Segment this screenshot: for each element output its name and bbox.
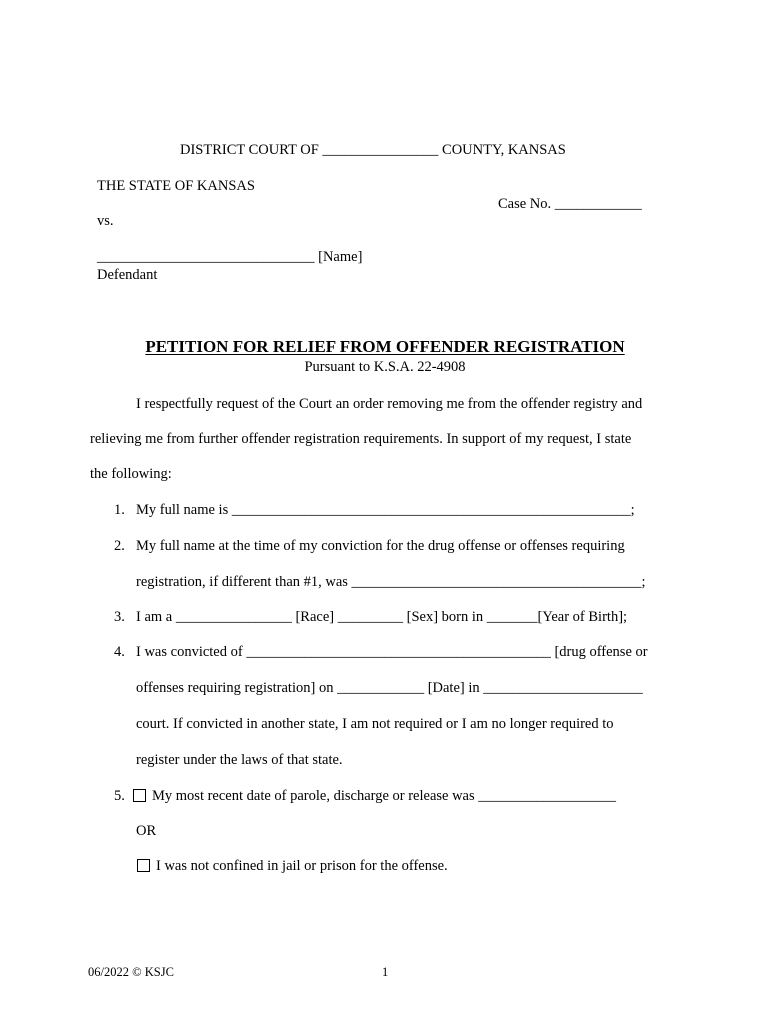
intro-line-2: relieving me from further offender registration requirements. In support of my request, I state (90, 431, 632, 447)
document-title: PETITION FOR RELIEF FROM OFFENDER REGISTRATION (145, 337, 625, 356)
item-4-text-line-1: I was convicted of __________________________________________ [drug offense or (136, 644, 648, 660)
item-5-parole-text: My most recent date of parole, discharge or release was ___________________ (152, 788, 617, 804)
item-2-text-line-1: My full name at the time of my conviction for the drug offense or offenses requiring (136, 538, 625, 554)
defendant-name-line: ______________________________ [Name] (97, 249, 363, 265)
item-5-not-confined-text: I was not confined in jail or prison for the offense. (156, 858, 448, 874)
item-4-number: 4. (114, 644, 125, 660)
intro-line-1: I respectfully request of the Court an order removing me from the offender registry and (136, 396, 643, 412)
item-5-number: 5. (114, 788, 125, 804)
statute-subtitle: Pursuant to K.S.A. 22-4908 (304, 359, 466, 375)
intro-line-3: the following: (90, 466, 172, 482)
item-1-text: My full name is _______________________________________________________; (136, 502, 635, 518)
plaintiff-name: THE STATE OF KANSAS (97, 178, 255, 194)
item-4-text-line-2: offenses requiring registration] on ____________ [Date] in ______________________ (136, 680, 643, 696)
item-1-number: 1. (114, 502, 125, 518)
versus: vs. (97, 213, 114, 229)
item-3-number: 3. (114, 609, 125, 625)
item-2-text-line-2: registration, if different than #1, was ________________________________________; (136, 574, 646, 590)
page-number: 1 (382, 965, 389, 979)
item-5-or: OR (136, 823, 157, 839)
not-confined-checkbox[interactable] (137, 859, 150, 872)
case-number: Case No. ____________ (498, 196, 642, 212)
item-4-text-line-4: register under the laws of that state. (136, 752, 343, 768)
defendant-label: Defendant (97, 267, 158, 283)
item-2-number: 2. (114, 538, 125, 554)
parole-checkbox[interactable] (133, 789, 146, 802)
item-4-text-line-3: court. If convicted in another state, I am not required or I am no longer required to (136, 716, 614, 732)
item-3-text: I am a ________________ [Race] _________ [Sex] born in _______[Year of Birth]; (136, 609, 628, 625)
footer-date: 06/2022 © KSJC (88, 965, 174, 979)
court-heading: DISTRICT COURT OF ________________ COUNTY, KANSAS (180, 142, 566, 158)
